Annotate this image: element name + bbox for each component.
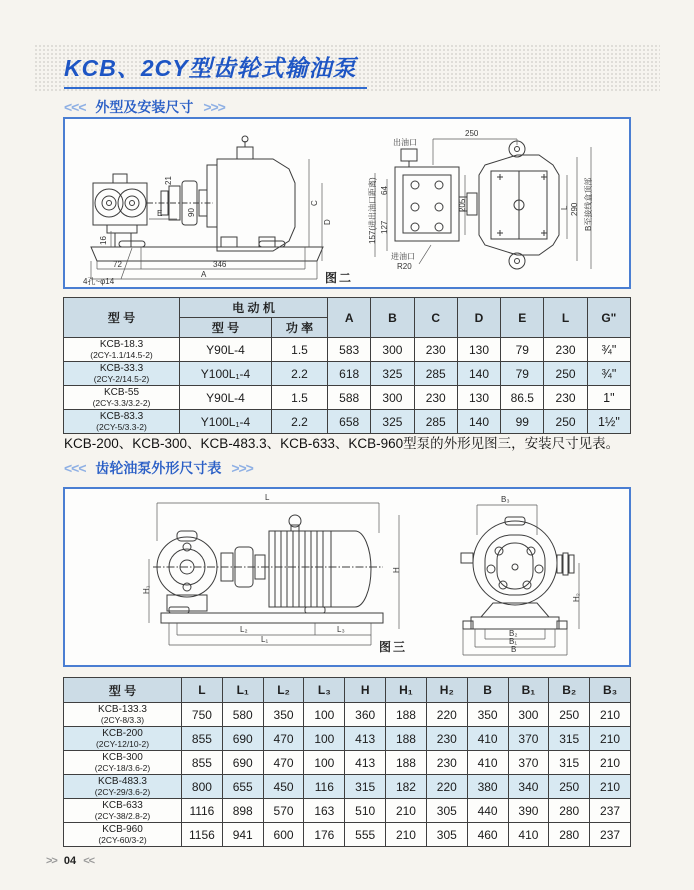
table-row: [64, 799, 631, 823]
model-name: KCB-300: [102, 752, 143, 763]
section-label: 外型及安装尺寸: [95, 99, 194, 115]
cell-value: 410: [467, 751, 508, 775]
model-variant: (2CY-3.3/3.2-2): [92, 398, 151, 408]
model-variant: (2CY-29/3.6-2): [94, 787, 151, 797]
cell-value: 390: [508, 799, 549, 823]
dimension-label: H₂: [572, 593, 581, 602]
column-header-dimension: H: [345, 678, 386, 703]
column-header-dimension: L₂: [263, 678, 304, 703]
column-header-model: 型 号: [64, 298, 180, 338]
section-title-dimensions: [64, 97, 225, 117]
cell-model: [64, 775, 182, 799]
column-header-dimension: B₁: [508, 678, 549, 703]
model-variant: (2CY-8/3.3): [100, 715, 145, 725]
table-row: [64, 823, 631, 847]
cell-value: 510: [345, 799, 386, 823]
cell-value: 655: [222, 775, 263, 799]
model-name: KCB-633: [102, 800, 143, 811]
cell-value: 855: [182, 727, 223, 751]
model-name: KCB-33.3: [99, 363, 144, 374]
cell-dim-a: 583: [328, 338, 371, 362]
chevron-left-decoration: <<<: [64, 99, 86, 115]
cell-value: 315: [345, 775, 386, 799]
cell-motor-model: Y90L-4: [180, 338, 272, 362]
pump-top-view: [395, 141, 559, 269]
table1-header: [64, 298, 631, 338]
page-number: 04: [63, 855, 77, 867]
dimension-label: 290: [570, 202, 579, 216]
column-header-dimension: L₁: [222, 678, 263, 703]
cell-value: 210: [386, 799, 427, 823]
cell-dim-d: 140: [457, 362, 500, 386]
dimension-label: 205: [458, 198, 467, 212]
cell-value: 1116: [182, 799, 223, 823]
cell-dim-l: 230: [544, 338, 587, 362]
cell-dim-g: ¾": [587, 338, 630, 362]
cell-value: 210: [590, 751, 631, 775]
cell-value: 188: [386, 727, 427, 751]
cell-dim-g: 1½": [587, 410, 630, 434]
cell-dim-b: 300: [371, 338, 414, 362]
column-header-motor-power: 功 率: [272, 318, 328, 338]
cell-value: 800: [182, 775, 223, 799]
cell-dim-c: 285: [414, 410, 457, 434]
cell-value: 188: [386, 751, 427, 775]
figure3-box: [63, 487, 631, 667]
cell-value: 350: [467, 703, 508, 727]
column-header-dimension: H₁: [386, 678, 427, 703]
cell-dim-c: 230: [414, 338, 457, 362]
holes-annotation: 4孔~φ14: [83, 277, 115, 286]
cell-dim-g: ¾": [587, 362, 630, 386]
column-header-model: 型 号: [64, 678, 182, 703]
cell-model: [64, 751, 182, 775]
dimension-label: 250: [465, 129, 479, 138]
column-header-dimension: B: [467, 678, 508, 703]
dimension-label: L: [560, 205, 569, 210]
cell-dim-a: 588: [328, 386, 371, 410]
cell-value: 230: [426, 751, 467, 775]
cell-dim-l: 230: [544, 386, 587, 410]
cell-value: 176: [304, 823, 345, 847]
installation-dimensions-table: [63, 297, 631, 434]
cell-value: 555: [345, 823, 386, 847]
cell-dim-d: 130: [457, 386, 500, 410]
cell-value: 460: [467, 823, 508, 847]
cell-value: 163: [304, 799, 345, 823]
cell-value: 600: [263, 823, 304, 847]
column-header-dimension: E: [501, 298, 544, 338]
cell-motor-power: 2.2: [272, 362, 328, 386]
note-text: KCB-200、KCB-300、KCB-483.3、KCB-633、KCB-960型泵的外形见图三，安装尺寸见表。: [64, 436, 620, 451]
cell-value: 220: [426, 775, 467, 799]
radius-label: R20: [397, 262, 412, 271]
model-name: KCB-200: [102, 728, 143, 739]
cell-model: [64, 823, 182, 847]
dimension-label: B₃: [501, 495, 510, 504]
cell-value: 280: [549, 823, 590, 847]
dimension-label: 21: [164, 176, 173, 185]
cell-dim-a: 618: [328, 362, 371, 386]
table-row: [64, 362, 631, 386]
table-row: [64, 727, 631, 751]
cell-value: 315: [549, 727, 590, 751]
dimension-label: 16: [99, 236, 108, 245]
cell-value: 100: [304, 727, 345, 751]
cell-value: 300: [508, 703, 549, 727]
dimension-label: H₁: [142, 585, 151, 594]
cell-value: 898: [222, 799, 263, 823]
column-header-dimension: B: [371, 298, 414, 338]
cell-value: 237: [590, 799, 631, 823]
cell-dim-e: 86.5: [501, 386, 544, 410]
model-variant: (2CY-38/2.8-2): [94, 811, 151, 821]
cell-value: 380: [467, 775, 508, 799]
cell-value: 570: [263, 799, 304, 823]
figure3-caption: 图三: [379, 640, 408, 654]
figure2-caption: 图二: [325, 271, 354, 285]
dimension-label: 90: [187, 208, 196, 217]
cell-value: 413: [345, 751, 386, 775]
column-header-dimension: L₃: [304, 678, 345, 703]
table-row: [64, 410, 631, 434]
cell-value: 410: [467, 727, 508, 751]
cell-value: 230: [426, 727, 467, 751]
cell-model: [64, 386, 180, 410]
column-header-dimension: L: [544, 298, 587, 338]
column-header-dimension: B₂: [549, 678, 590, 703]
dimension-label: 127: [380, 220, 389, 234]
cell-value: 182: [386, 775, 427, 799]
cell-value: 280: [549, 799, 590, 823]
cell-motor-model: Y100L₁-4: [180, 362, 272, 386]
column-header-dimension: A: [328, 298, 371, 338]
cell-motor-power: 1.5: [272, 386, 328, 410]
dimension-label: L: [265, 493, 270, 502]
cell-value: 941: [222, 823, 263, 847]
cell-value: 237: [590, 823, 631, 847]
cell-value: 1156: [182, 823, 223, 847]
dimension-label: H: [392, 567, 401, 573]
cell-value: 440: [467, 799, 508, 823]
cell-motor-power: 2.2: [272, 410, 328, 434]
cell-dim-l: 250: [544, 410, 587, 434]
chevron-left-decoration: <<: [83, 855, 95, 867]
junction-box-note: B至接线盒顶部: [584, 177, 593, 231]
outline-dimensions-table: [63, 677, 631, 847]
figure2-drawing: [65, 119, 629, 287]
cell-value: 370: [508, 751, 549, 775]
dimension-label: L₂: [240, 625, 248, 634]
pump-side-view: [153, 515, 383, 623]
model-variant: (2CY-60/3-2): [98, 835, 147, 845]
cell-value: 100: [304, 751, 345, 775]
cell-model: [64, 799, 182, 823]
dimension-label: L₁: [261, 635, 269, 644]
cell-value: 750: [182, 703, 223, 727]
column-header-dimension: L: [182, 678, 223, 703]
column-header-dimension: B₃: [590, 678, 631, 703]
pump-front-view: [461, 517, 574, 629]
dimension-label: D: [323, 219, 332, 225]
model-variant: (2CY-12/10-2): [95, 739, 150, 749]
cell-motor-model: Y90L-4: [180, 386, 272, 410]
cell-motor-model: Y100L₁-4: [180, 410, 272, 434]
cell-value: 580: [222, 703, 263, 727]
cell-dim-b: 325: [371, 410, 414, 434]
model-variant: (2CY-2/14.5-2): [93, 374, 150, 384]
table2-header: [64, 678, 631, 703]
model-name: KCB-133.3: [98, 704, 147, 715]
column-header-dimension: D: [457, 298, 500, 338]
cell-value: 450: [263, 775, 304, 799]
cell-dim-b: 325: [371, 362, 414, 386]
cell-dim-a: 658: [328, 410, 371, 434]
cell-dim-g: 1": [587, 386, 630, 410]
chevron-right-decoration: >>>: [203, 99, 225, 115]
model-name: KCB-960: [102, 824, 143, 835]
dimension-label: L₃: [337, 625, 345, 634]
figure3-drawing: [65, 489, 629, 665]
cell-value: 305: [426, 823, 467, 847]
inlet-label: 进油口: [391, 252, 415, 261]
table-row: [64, 751, 631, 775]
cell-value: 250: [549, 775, 590, 799]
dimension-label: B₁: [509, 637, 518, 646]
model-name: KCB-483.3: [98, 776, 147, 787]
cell-model: [64, 338, 180, 362]
cell-model: [64, 703, 182, 727]
column-header-motor-model: 型 号: [180, 318, 272, 338]
page-footer: [46, 855, 94, 867]
cell-value: 100: [304, 703, 345, 727]
pump-side-view: [91, 136, 323, 261]
cell-value: 410: [508, 823, 549, 847]
figure2-box: [63, 117, 631, 289]
cell-value: 413: [345, 727, 386, 751]
cell-dim-b: 300: [371, 386, 414, 410]
cell-value: 210: [590, 703, 631, 727]
dimension-label: C: [310, 200, 319, 206]
page-title: KCB、2CY型齿轮式输油泵: [64, 50, 367, 89]
cell-dim-c: 285: [414, 362, 457, 386]
dimension-label: E: [157, 209, 163, 218]
cell-value: 220: [426, 703, 467, 727]
chevron-right-decoration: >>>: [231, 460, 253, 476]
dimension-label: B: [511, 645, 517, 654]
chevron-left-decoration: <<<: [64, 460, 86, 476]
cell-dim-e: 79: [501, 362, 544, 386]
cell-value: 360: [345, 703, 386, 727]
cell-dim-e: 79: [501, 338, 544, 362]
table-row: [64, 703, 631, 727]
cell-dim-l: 250: [544, 362, 587, 386]
cell-value: 210: [590, 727, 631, 751]
model-name: KCB-55: [103, 387, 139, 398]
column-header-dimension: G": [587, 298, 630, 338]
model-name: KCB-18.3: [99, 339, 144, 350]
column-header-motor: 电 动 机: [180, 298, 328, 318]
cell-dim-e: 99: [501, 410, 544, 434]
cell-dim-d: 140: [457, 410, 500, 434]
cell-value: 690: [222, 727, 263, 751]
cell-value: 340: [508, 775, 549, 799]
model-name: KCB-83.3: [99, 411, 144, 422]
cell-dim-d: 130: [457, 338, 500, 362]
dimension-label: 72: [113, 260, 122, 269]
table-row: [64, 338, 631, 362]
column-header-dimension: H₂: [426, 678, 467, 703]
cell-value: 470: [263, 751, 304, 775]
column-header-dimension: C: [414, 298, 457, 338]
model-variant: (2CY-1.1/14.5-2): [90, 350, 153, 360]
cell-value: 370: [508, 727, 549, 751]
dimension-label: B₂: [509, 629, 518, 638]
cell-value: 305: [426, 799, 467, 823]
cell-value: 188: [386, 703, 427, 727]
cell-value: 315: [549, 751, 590, 775]
cell-value: 690: [222, 751, 263, 775]
side-view-dimensions: [142, 493, 401, 645]
table-row: [64, 775, 631, 799]
dimension-label: 157(进出油口距离): [368, 177, 377, 244]
dimension-label: 64: [380, 186, 389, 195]
table-row: [64, 386, 631, 410]
model-variant: (2CY-18/3.6-2): [94, 763, 151, 773]
cell-model: [64, 410, 180, 434]
dimension-label: A: [201, 270, 207, 279]
cell-dim-c: 230: [414, 386, 457, 410]
model-variant: (2CY-5/3.3-2): [96, 422, 147, 432]
outlet-label: 出油口: [393, 138, 417, 147]
cell-value: 116: [304, 775, 345, 799]
section-title-outline-table: [64, 458, 253, 478]
cell-value: 210: [386, 823, 427, 847]
cell-value: 470: [263, 727, 304, 751]
title-band: [34, 44, 660, 92]
cell-value: 210: [590, 775, 631, 799]
section-label: 齿轮油泵外形尺寸表: [95, 460, 222, 476]
chevron-right-decoration: >>: [46, 855, 57, 867]
cell-value: 350: [263, 703, 304, 727]
cell-model: [64, 727, 182, 751]
cell-value: 250: [549, 703, 590, 727]
cell-motor-power: 1.5: [272, 338, 328, 362]
cell-model: [64, 362, 180, 386]
cell-value: 855: [182, 751, 223, 775]
dimension-label: 346: [213, 260, 227, 269]
